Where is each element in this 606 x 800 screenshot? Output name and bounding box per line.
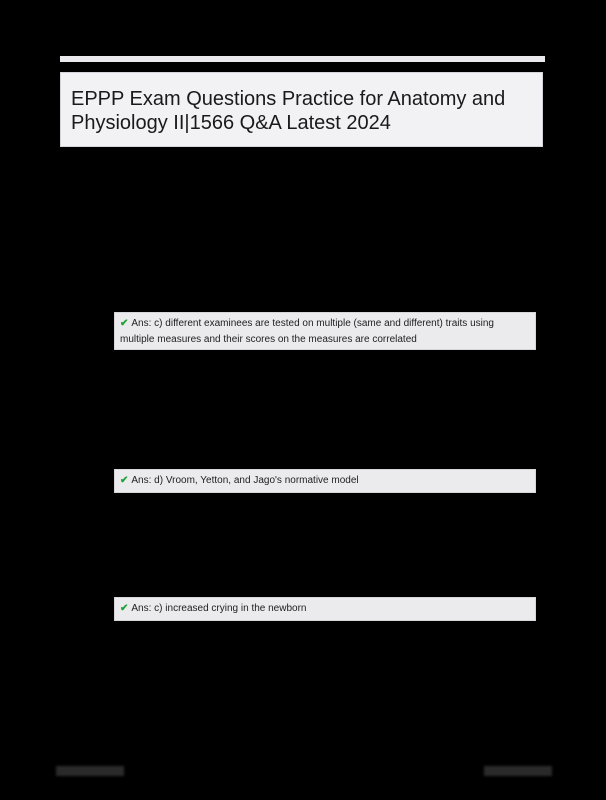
answer-box bbox=[114, 597, 536, 621]
answer-text: Ans: d) Vroom, Yetton, and Jago's normative model bbox=[131, 475, 359, 486]
answer-box bbox=[114, 312, 536, 350]
footer-left-blurred bbox=[56, 766, 124, 776]
answer-box bbox=[114, 469, 536, 493]
title-box bbox=[60, 72, 543, 147]
footer-right-blurred bbox=[484, 766, 552, 776]
check-icon: ✔ bbox=[120, 603, 129, 614]
answer-text: Ans: c) increased crying in the newborn bbox=[131, 603, 307, 614]
document-title: EPPP Exam Questions Practice for Anatomy and Physiology II|1566 Q&A Latest 2024 bbox=[71, 88, 506, 134]
header-rule bbox=[60, 56, 545, 62]
check-icon: ✔ bbox=[120, 318, 129, 329]
answer-text: Ans: c) different examinees are tested on multiple (same and different) traits using multiple measures and their scores on the measures are correlated bbox=[120, 318, 494, 345]
check-icon: ✔ bbox=[120, 475, 129, 486]
